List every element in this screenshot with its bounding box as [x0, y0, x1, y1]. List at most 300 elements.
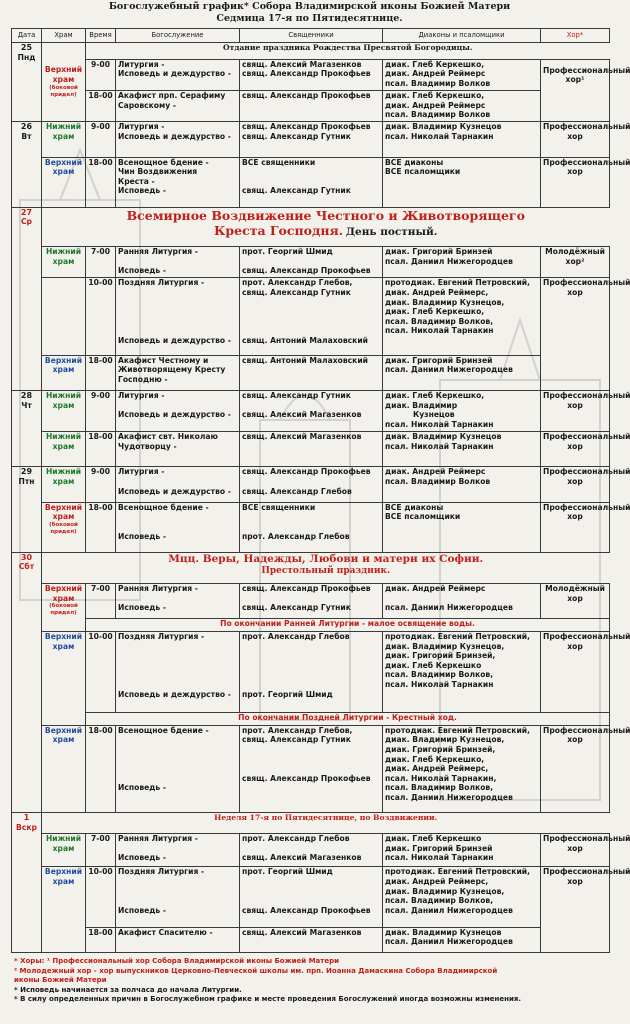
footnotes [14, 957, 609, 1005]
church-cell [42, 584, 86, 632]
table-row [12, 725, 610, 813]
service-name: Акафист прп. Серафиму [118, 90, 226, 100]
service-cell [116, 90, 240, 121]
table-row [12, 390, 610, 431]
church-word: храм [52, 843, 75, 853]
deacon-cell [383, 502, 541, 552]
table-row [12, 59, 610, 90]
deacon-cell [383, 122, 541, 157]
date-weekday: Ср [20, 217, 32, 227]
deacon-name: диак. Григорий Бринзей [385, 247, 493, 257]
service-name: Креста - [118, 176, 155, 186]
deacon-name: диак. Григорий Бринзей [385, 355, 493, 365]
deacon-cell [383, 390, 541, 431]
deacon-name: диак. Владимир Кузнецов [385, 927, 502, 937]
service-name: Исповедь - [118, 853, 167, 863]
schedule-header [0, 0, 619, 25]
priest-cell [240, 502, 383, 552]
priest-cell [240, 278, 383, 355]
date-cell [12, 207, 42, 390]
service-time: 9-00 [86, 122, 116, 157]
service-name: Ранняя Литургия - [118, 834, 198, 844]
priest-name: свящ. Александр Прокофьев [242, 69, 371, 79]
service-name: Исповедь - [118, 905, 167, 915]
church-cell [42, 355, 86, 390]
deacon-cell [383, 867, 541, 927]
church-name: Нижний [45, 390, 82, 400]
date-cell [12, 467, 42, 552]
church-word: храм [52, 735, 75, 745]
church-cell [42, 390, 86, 431]
priest-cell [240, 584, 383, 619]
deacon-name: псал. Даниил Нижегородцев [385, 256, 513, 266]
priest-name: свящ. Александр Гутник [242, 603, 351, 613]
col-church: Храм [42, 29, 86, 43]
priest-name: прот. Георгий Шмид [242, 247, 333, 257]
choir-cell: Молодёжный хор² [541, 247, 610, 278]
table-row [12, 157, 610, 207]
deacon-cell [383, 278, 541, 355]
deacon-name: псал. Владимир Волков [385, 476, 491, 486]
table-row [12, 631, 610, 712]
priest-name: свящ. Александр Прокофьев [242, 266, 371, 276]
deacon-name: протодиак. Евгений Петровский, [385, 725, 530, 735]
col-choir: Хор* [541, 29, 610, 43]
deacon-name: псал. Николай Тарнакин [385, 679, 494, 689]
deacon-cell [383, 631, 541, 712]
priest-name: ВСЕ священники [242, 157, 316, 167]
deacon-name: псал. Даниил Нижегородцев [385, 792, 513, 802]
priest-cell [240, 59, 383, 90]
feast-title: Отдание праздника Рождества Пресвятой Богородицы. [86, 43, 610, 60]
service-name: Поздняя Литургия - [118, 631, 205, 641]
church-note: (боковой придел) [49, 521, 78, 535]
priest-name: свящ. Александр Гутник [242, 735, 351, 745]
priest-cell: свящ. Александр Прокофьев [240, 90, 383, 121]
service-time: 18-00 [86, 502, 116, 552]
col-deacons: Диаконы и псаломщики [383, 29, 541, 43]
col-service: Богослужение [116, 29, 240, 43]
table-header-row [12, 29, 610, 43]
church-cell [42, 43, 86, 122]
priest-cell: свящ. Алексий Магазенков [240, 927, 383, 952]
deacon-name: протодиак. Евгений Петровский, [385, 278, 530, 288]
deacon-name: диак. Андрей Реймерс [385, 100, 486, 110]
deacon-name: протодиак. Евгений Петровский, [385, 631, 530, 641]
priest-name: прот. Александр Глебов [242, 531, 350, 541]
choir-cell: Профессиональный хор [541, 867, 610, 953]
service-name: Всенощное бдение - [118, 157, 209, 167]
service-time: 10-00 [86, 867, 116, 927]
date-number: 27 [20, 207, 33, 217]
date-number: 28 [20, 390, 33, 400]
service-cell: Акафист Спасителю - [116, 927, 240, 952]
date-weekday: Чт [21, 400, 32, 410]
church-cell [42, 157, 86, 207]
service-time: 9-00 [86, 390, 116, 431]
church-name: Нижний [45, 467, 82, 477]
table-row [12, 927, 610, 952]
table-row [12, 467, 610, 502]
priest-name: свящ. Алексий Магазенков [242, 59, 362, 69]
deacon-cell [383, 59, 541, 90]
deacon-name: диак. Андрей Реймерс [385, 584, 486, 594]
service-name: Исповедь и деждурство - [118, 486, 231, 496]
church-cell [42, 502, 86, 552]
deacon-cell [383, 247, 541, 278]
priest-name: прот. Александр Глебов [242, 631, 350, 641]
deacon-cell [383, 431, 541, 466]
church-cell [42, 122, 86, 157]
deacon-cell [383, 355, 541, 390]
deacon-name: диак. Андрей Реймерс, [385, 876, 489, 886]
deacon-name: диак. Владимир Кузнецов [385, 431, 502, 441]
date-weekday: Птн [18, 476, 35, 486]
schedule-title: Богослужебный график* Собора Владимирской иконы Божией Матери [108, 1, 511, 12]
col-time: Время [86, 29, 116, 43]
priest-cell [240, 157, 383, 207]
choir-cell: Профессиональный хор [541, 431, 610, 466]
footnote-youth-choir-cont: иконы Божией Матери [14, 976, 107, 985]
choir-cell: Профессиональный хор [541, 390, 610, 431]
church-word: храм [52, 641, 75, 651]
date-number: 30 [20, 552, 33, 562]
feast-fast: День постный. [345, 225, 438, 238]
date-cell [12, 552, 42, 812]
note-procession: По окончании Поздней Литургии - Крестный ход. [86, 713, 610, 726]
priest-cell [240, 834, 383, 867]
priest-name: свящ. Александр Глебов [242, 486, 352, 496]
table-row [12, 122, 610, 157]
service-name: Литургия - [118, 390, 165, 400]
deacon-cell [383, 584, 541, 619]
priest-name: свящ. Александр Гутник [242, 186, 351, 196]
deacon-cell [383, 467, 541, 502]
service-cell [116, 834, 240, 867]
church-name: Верхний [44, 725, 83, 735]
priest-cell [240, 631, 383, 712]
church-name: Нижний [45, 834, 82, 844]
service-name: Исповедь и деждурство - [118, 131, 231, 141]
church-word: храм [52, 876, 75, 886]
deacon-name: псал. Владимир Волков [385, 78, 491, 88]
week-title: Седмица 17-я по Пятидесятнице. [216, 13, 403, 24]
table-row [12, 43, 610, 60]
priest-cell [240, 390, 383, 431]
service-time: 9-00 [86, 467, 116, 502]
priest-name: прот. Александр Глебов, [242, 278, 353, 288]
table-row [12, 867, 610, 927]
priest-name: свящ. Алексий Магазенков [242, 853, 362, 863]
deacon-name: ВСЕ диаконы [385, 157, 444, 167]
church-cell [42, 834, 86, 867]
date-weekday: Вскр [16, 822, 37, 832]
priest-name: свящ. Александр Гутник [242, 390, 351, 400]
table-row [12, 278, 610, 355]
note-water-blessing: По окончании Ранней Литургии - малое освящение воды. [86, 619, 610, 632]
table-row [12, 431, 610, 466]
deacon-name: псал. Даниил Нижегородцев [385, 603, 513, 613]
service-name: Исповедь и деждурство - [118, 689, 231, 699]
deacon-cell [383, 157, 541, 207]
service-cell [116, 431, 240, 466]
footnote-choirs: * Хоры: ¹ Профессиональный хор Собора Владимирской иконы Божией Матери [14, 957, 339, 965]
deacon-name: псал. Николай Тарнакин [385, 853, 494, 863]
deacon-name: ВСЕ псаломщики [385, 167, 461, 177]
church-note: (боковой придел) [49, 84, 78, 98]
service-time: 18-00 [86, 927, 116, 952]
choir-cell: Профессиональный хор¹ [541, 59, 610, 122]
service-name: Акафист Честному и [118, 355, 209, 365]
date-number: 26 [20, 122, 33, 132]
feast-line: Престольный праздник. [261, 565, 391, 576]
service-name: Исповедь и деждурство - [118, 410, 231, 420]
priest-name: свящ. Александр Гутник [242, 288, 351, 297]
church-name: Верхний [44, 502, 83, 512]
service-cell [116, 59, 240, 90]
service-name: Чин Воздвижения [118, 167, 198, 177]
deacon-name: псал. Даниил Нижегородцев [385, 905, 513, 915]
service-name: Литургия - [118, 122, 165, 132]
church-cell [42, 867, 86, 953]
deacon-name: диак. Владимир Кузнецов [385, 122, 502, 132]
priest-cell [240, 247, 383, 278]
deacon-cell [383, 725, 541, 813]
church-name: Верхний [44, 65, 83, 75]
table-row [12, 619, 610, 632]
service-name: Всенощное бдение - [118, 502, 209, 512]
church-name: Верхний [44, 355, 83, 365]
service-name: Исповедь - [118, 186, 167, 196]
church-word: храм [52, 441, 75, 451]
deacon-name: псал. Владимир Волков, [385, 316, 494, 326]
service-time: 18-00 [86, 725, 116, 813]
deacon-name: диак. Глеб Керкешко [385, 834, 482, 844]
deacon-name: диак. Андрей Реймерс [385, 467, 486, 477]
deacon-name: диак. Глеб Керкешко, [385, 307, 485, 317]
deacon-name: диак. Григорий Бринзей [385, 843, 493, 853]
priest-name: свящ. Александр Прокофьев [242, 467, 371, 477]
date-cell [12, 813, 42, 953]
priest-cell [240, 467, 383, 502]
deacon-name: псал. Владимир Волков [385, 110, 491, 120]
date-weekday: Вт [21, 131, 32, 141]
church-word: храм [52, 400, 75, 410]
priest-name: прот. Георгий Шмид [242, 867, 333, 877]
service-cell [116, 390, 240, 431]
priest-name: прот. Александр Глебов [242, 834, 350, 844]
deacon-cell [383, 927, 541, 952]
deacon-name: диак. Глеб Керкешко, [385, 390, 485, 400]
choir-cell: Профессиональный хор [541, 157, 610, 207]
church-cell [42, 278, 86, 355]
priest-name: прот. Георгий Шмид [242, 689, 333, 699]
footnote-confession: * Исповедь начинается за полчаса до начала Литургии. [14, 985, 242, 994]
table-row [12, 584, 610, 619]
service-name: Ранняя Литургия - [118, 584, 198, 594]
service-cell [116, 867, 240, 927]
church-word: храм [52, 365, 75, 375]
service-time: 7-00 [86, 584, 116, 619]
table-row [12, 713, 610, 726]
deacon-name: псал. Владимир Волков, [385, 896, 494, 906]
service-cell [116, 355, 240, 390]
deacon-name: протодиак. Евгений Петровский, [385, 867, 530, 877]
choir-cell: Профессиональный хор [541, 278, 610, 391]
deacon-name: диак. Владимир Кузнецов, [385, 735, 505, 745]
service-cell [116, 502, 240, 552]
service-time: 9-00 [86, 59, 116, 90]
church-word: храм [52, 476, 75, 486]
deacon-name: псал. Владимир Волков, [385, 783, 494, 793]
service-name: Поздняя Литургия - [118, 867, 205, 877]
choir-cell: Профессиональный хор [541, 122, 610, 157]
deacon-name: ВСЕ диаконы [385, 502, 444, 512]
choir-cell: Профессиональный хор [541, 834, 610, 867]
table-row [12, 552, 610, 583]
service-cell [116, 584, 240, 619]
deacon-cell [383, 834, 541, 867]
church-word: храм [52, 256, 75, 266]
deacon-name: ВСЕ псаломщики [385, 512, 461, 522]
service-cell [116, 631, 240, 712]
deacon-name: диак. Владимир Кузнецов, [385, 641, 505, 651]
priest-name: свящ. Александр Прокофьев [242, 584, 371, 594]
feast-line: Мцц. Веры, Надежды, Любови и матери их Софии. [168, 552, 484, 565]
service-cell [116, 122, 240, 157]
choir-cell: Профессиональный хор [541, 502, 610, 552]
deacon-name: псал. Николай Тарнакин [385, 131, 494, 141]
deacon-name: диак. Владимир Кузнецов, [385, 886, 505, 896]
service-time: 18-00 [86, 157, 116, 207]
church-word: храм [52, 512, 75, 522]
priest-name: свящ. Александр Прокофьев [242, 905, 371, 915]
deacon-name: псал. Даниил Нижегородцев [385, 365, 513, 375]
service-name: Поздняя Литургия - [118, 278, 205, 288]
schedule-table [11, 28, 630, 953]
priest-name: свящ. Антоний Малаховский [242, 335, 368, 345]
deacon-name: псал. Николай Тарнакин [385, 326, 494, 336]
table-row [12, 813, 610, 834]
feast-title: Неделя 17-я по Пятидесятнице, по Воздвижении. [42, 813, 610, 834]
priest-name: ВСЕ священники [242, 502, 316, 512]
priest-name: свящ. Александр Прокофьев [242, 773, 371, 783]
service-time: 18-00 [86, 90, 116, 121]
table-row [12, 834, 610, 867]
deacon-name: диак. Глеб Керкешко [385, 660, 482, 670]
table-row [12, 207, 610, 247]
service-name: Литургия - [118, 59, 165, 69]
date-weekday: Пнд [17, 52, 36, 62]
priest-name: свящ. Александр Гутник [242, 131, 351, 141]
church-cell [42, 431, 86, 466]
service-time: 18-00 [86, 431, 116, 466]
service-cell [116, 467, 240, 502]
service-name: Акафист свт. Николаю [118, 431, 218, 441]
deacon-name: псал. Николай Тарнакин, [385, 773, 497, 783]
church-name: Нижний [45, 431, 82, 441]
deacon-name: диак. Андрей Реймерс, [385, 764, 489, 774]
church-name: Нижний [45, 122, 82, 132]
deacon-name: диак. Андрей Реймерс, [385, 288, 489, 297]
church-word: храм [52, 167, 75, 177]
church-cell [42, 247, 86, 278]
service-name: Исповедь - [118, 603, 167, 613]
deacon-name: диак. Григорий Бринзей, [385, 651, 496, 661]
choir-cell: Профессиональный хор [541, 467, 610, 502]
church-note: (боковой придел) [49, 603, 78, 617]
date-number: 25 [20, 43, 33, 52]
table-row [12, 247, 610, 278]
feast-title [42, 207, 610, 247]
deacon-name: Кузнецов [413, 410, 455, 420]
service-name: Исповедь - [118, 531, 167, 541]
deacon-name: псал. Даниил Нижегородцев [385, 937, 513, 947]
church-name: Верхний [44, 867, 83, 877]
choir-cell: Профессиональный хор [541, 631, 610, 712]
deacon-name: псал. Николай Тарнакин [385, 441, 494, 451]
church-name: Верхний [44, 157, 83, 167]
church-cell [42, 725, 86, 813]
service-name: Исповедь - [118, 783, 167, 793]
deacon-cell [383, 90, 541, 121]
service-name: Литургия - [118, 467, 165, 477]
deacon-name: диак. Владимир [385, 400, 458, 410]
priest-cell [240, 725, 383, 813]
deacon-name: псал. Владимир Волков, [385, 670, 494, 680]
feast-title [42, 552, 610, 583]
deacon-name: псал. Николай Тарнакин [385, 419, 494, 429]
service-name: Исповедь и деждурство - [118, 335, 231, 345]
service-time: 18-00 [86, 355, 116, 390]
date-number: 1 [23, 813, 30, 823]
date-cell [12, 43, 42, 122]
service-name: Всенощное бдение - [118, 725, 209, 735]
feast-line: Всемирное Воздвижение Честного и Животворящего [126, 207, 525, 223]
service-time: 10-00 [86, 631, 116, 712]
service-name: Ранняя Литургия - [118, 247, 198, 257]
church-word: храм [52, 75, 75, 85]
deacon-name: диак. Владимир Кузнецов, [385, 297, 505, 307]
deacon-name: диак. Григорий Бринзей, [385, 744, 496, 754]
priest-cell [240, 122, 383, 157]
service-cell [116, 247, 240, 278]
church-name: Верхний [44, 584, 83, 594]
priest-cell [240, 867, 383, 927]
date-cell [12, 390, 42, 466]
church-name: Верхний [44, 631, 83, 641]
service-time: 10-00 [86, 278, 116, 355]
table-row [12, 355, 610, 390]
service-cell [116, 278, 240, 355]
service-name: Исповедь и деждурство - [118, 69, 231, 79]
service-name: Исповедь - [118, 266, 167, 276]
church-word: храм [52, 593, 75, 603]
service-cell [116, 725, 240, 813]
footnote-youth-choir: ² Молодежный хор - хор выпускников Церковно-Певческой школы им. прп. Иоанна Дамаскина Собора Владимирской [14, 966, 498, 975]
deacon-name: диак. Андрей Реймерс [385, 69, 486, 79]
priest-cell: свящ. Антоний Малаховский [240, 355, 383, 390]
table-row [12, 90, 610, 121]
church-name: Нижний [45, 247, 82, 257]
service-time: 7-00 [86, 247, 116, 278]
service-name: Господню - [118, 374, 168, 384]
choir-cell: Профессиональный хор [541, 725, 610, 813]
footnote-changes: * В силу определенных причин в Богослужебном графике и месте проведения Богослужений иногда возможны изменения. [14, 995, 522, 1004]
service-time: 7-00 [86, 834, 116, 867]
church-word: храм [52, 131, 75, 141]
col-priests: Священники [240, 29, 383, 43]
